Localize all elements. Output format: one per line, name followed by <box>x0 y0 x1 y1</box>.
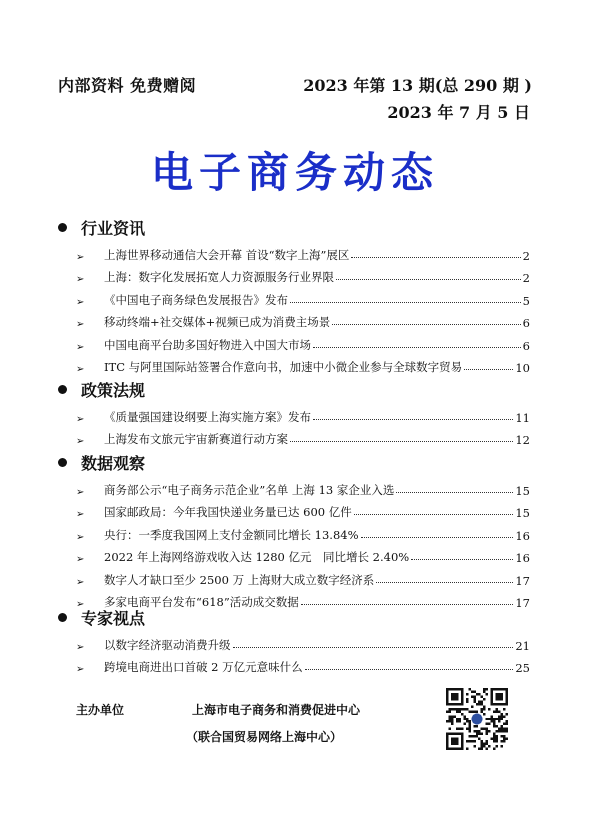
dot-leader <box>305 669 514 670</box>
dot-leader <box>361 537 514 538</box>
dot-leader <box>336 279 521 280</box>
toc-entry-page: 6 <box>522 338 530 353</box>
toc-entry-page: 12 <box>515 433 530 447</box>
toc-entry-title: 中国电商平台助多国好物进入中国大市场 <box>104 337 311 352</box>
toc-entry[interactable] <box>56 402 530 425</box>
toc-entry-page: 2 <box>522 248 530 263</box>
section-heading-text: 行业资讯 <box>81 218 146 238</box>
toc-entry-title: 央行：一季度我国网上支付金额同比增长 13.84% <box>104 527 359 542</box>
toc-entry-page: 11 <box>515 410 530 425</box>
section-heading-text: 政策法规 <box>81 380 146 400</box>
toc-entry[interactable] <box>56 565 530 588</box>
dot-leader <box>332 324 520 325</box>
dot-leader <box>351 257 520 258</box>
section-heading <box>56 606 530 628</box>
arrow-bullet-icon: ➢ <box>76 531 85 543</box>
toc-section <box>56 606 530 675</box>
toc-entry[interactable] <box>56 353 530 376</box>
toc-entry-page: 10 <box>515 361 530 375</box>
arrow-bullet-icon: ➢ <box>76 641 85 653</box>
toc-entry-page: 21 <box>515 638 530 653</box>
publication-title: 电子商务动态 <box>150 148 439 197</box>
dot-leader <box>290 302 521 303</box>
dot-leader <box>464 369 513 370</box>
sponsor-organization: 上海市电子商务和消费促进中心 <box>192 703 361 717</box>
toc-entry-title: 多家电商平台发布“618”活动成交数据 <box>104 595 299 609</box>
arrow-bullet-icon: ➢ <box>76 664 85 675</box>
arrow-bullet-icon: ➢ <box>76 274 85 285</box>
toc-entry-title: 上海发布文旅元宇宙新赛道行动方案 <box>104 432 288 446</box>
issue-number: 2023 年第 13 期(总 290 期 ) <box>303 76 532 95</box>
toc-entry-title: 《质量强国建设纲要上海实施方案》发布 <box>104 409 311 424</box>
toc-entry-page: 16 <box>515 528 530 543</box>
section-heading <box>56 378 530 400</box>
toc-entry-page: 15 <box>515 483 530 498</box>
toc-entry-page: 6 <box>522 316 530 330</box>
toc-entry-title: 跨境电商进出口首破 2 万亿元意味什么 <box>104 660 303 674</box>
toc-entry-title: 以数字经济驱动消费升级 <box>104 637 231 652</box>
bullet-icon <box>58 385 67 394</box>
qr-code-icon[interactable] <box>446 688 508 750</box>
dot-leader <box>354 514 514 515</box>
toc-entry[interactable] <box>56 425 530 448</box>
toc-section <box>56 378 530 447</box>
dot-leader <box>376 582 513 583</box>
dot-leader <box>313 419 513 420</box>
toc-entry[interactable] <box>56 330 530 353</box>
toc-entry-title: 数字人才缺口至少 2500 万 上海财大成立数字经济系 <box>104 572 375 587</box>
arrow-bullet-icon: ➢ <box>76 486 85 498</box>
toc-entry[interactable] <box>56 630 530 653</box>
dot-leader <box>411 559 513 560</box>
toc-entry-page: 16 <box>515 551 530 565</box>
sponsor-label: 主办单位 <box>76 703 125 717</box>
bullet-icon <box>58 458 67 467</box>
toc-section <box>56 216 530 375</box>
toc-entry-title: 上海世界移动通信大会开幕 首设“数字上海”展区 <box>104 247 350 262</box>
toc-entry-title: 商务部公示“电子商务示范企业”名单 上海 13 家企业入选 <box>104 482 395 497</box>
toc-entry[interactable] <box>56 653 530 676</box>
toc-entry-page: 15 <box>515 506 530 520</box>
issue-date: 2023 年 7 月 5 日 <box>387 103 530 122</box>
toc-section <box>56 451 530 610</box>
section-heading-text: 数据观察 <box>81 453 146 473</box>
dot-leader <box>301 604 514 605</box>
toc-entry-page: 25 <box>515 661 530 675</box>
dot-leader <box>290 441 513 442</box>
section-heading <box>56 451 530 473</box>
arrow-bullet-icon: ➢ <box>76 436 85 447</box>
toc-entry[interactable] <box>56 285 530 308</box>
dot-leader <box>313 347 521 348</box>
arrow-bullet-icon: ➢ <box>76 251 85 263</box>
section-heading <box>56 216 530 238</box>
bullet-icon <box>58 613 67 622</box>
arrow-bullet-icon: ➢ <box>76 413 85 425</box>
toc-entry-page: 17 <box>515 573 530 588</box>
toc-entry[interactable] <box>56 263 530 286</box>
toc-entry-title: 《中国电子商务绿色发展报告》发布 <box>104 292 288 307</box>
toc-entry-title: 上海：数字化发展拓宽人力资源服务行业界限 <box>104 270 334 284</box>
toc-entry-title: 国家邮政局：今年我国快递业务量已达 600 亿件 <box>104 505 352 519</box>
toc-entry-title: ITC 与阿里国际站签署合作意向书，加速中小微企业参与全球数字贸易 <box>104 360 463 374</box>
arrow-bullet-icon: ➢ <box>76 509 85 520</box>
toc-entry[interactable] <box>56 498 530 521</box>
sponsor-subtitle: （联合国贸易网络上海中心） <box>186 730 343 744</box>
dot-leader <box>396 492 513 493</box>
toc-entry[interactable] <box>56 240 530 263</box>
toc-entry-page: 5 <box>522 293 530 308</box>
toc-entry-title: 移动终端+社交媒体+视频已成为消费主场景 <box>104 315 331 329</box>
arrow-bullet-icon: ➢ <box>76 319 85 330</box>
toc-entry-page: 2 <box>522 271 530 285</box>
arrow-bullet-icon: ➢ <box>76 554 85 565</box>
arrow-bullet-icon: ➢ <box>76 341 85 353</box>
toc-entry[interactable] <box>56 520 530 543</box>
section-heading-text: 专家视点 <box>81 608 146 628</box>
toc-entry[interactable] <box>56 308 530 331</box>
arrow-bullet-icon: ➢ <box>76 296 85 308</box>
arrow-bullet-icon: ➢ <box>76 364 85 375</box>
distribution-note: 内部资料 免费赠阅 <box>58 76 197 95</box>
arrow-bullet-icon: ➢ <box>76 599 85 610</box>
dot-leader <box>233 647 514 648</box>
toc-entry-page: 17 <box>515 596 530 610</box>
toc-entry[interactable] <box>56 475 530 498</box>
bullet-icon <box>58 223 67 232</box>
toc-entry-title: 2022 年上海网络游戏收入达 1280 亿元 同比增长 2.40% <box>104 550 410 564</box>
toc-entry[interactable] <box>56 543 530 566</box>
arrow-bullet-icon: ➢ <box>76 576 85 588</box>
